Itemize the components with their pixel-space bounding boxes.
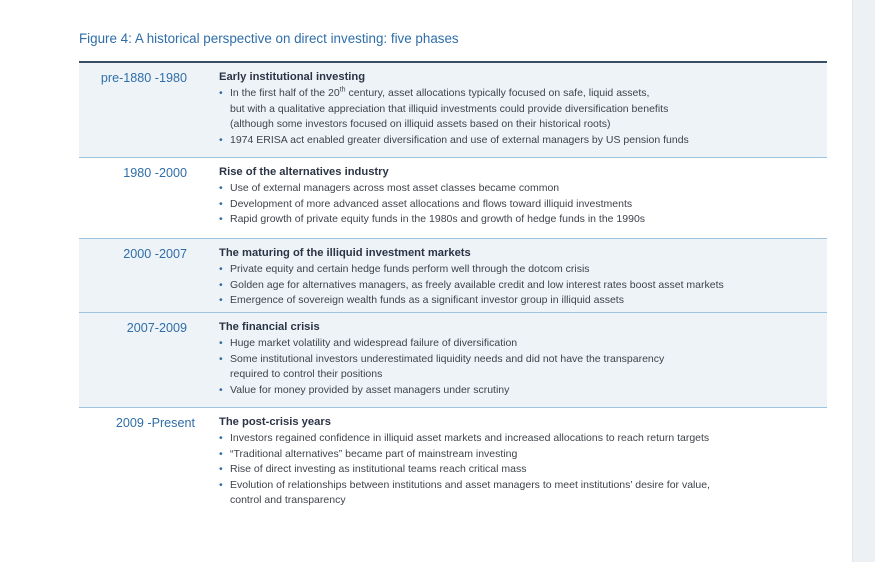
bullet-item xyxy=(219,278,827,294)
phase-period: 1980 -2000 xyxy=(123,166,187,180)
phase-row xyxy=(79,313,827,408)
bullet-dot-icon: • xyxy=(219,278,223,291)
bullet-line: Rise of direct investing as institutional teams reach critical mass xyxy=(230,463,527,476)
bullet-line: but with a qualitative appreciation that illiquid investments could provide diversification benefits xyxy=(230,102,669,115)
bullet-item xyxy=(219,197,827,213)
phase-heading: The post-crisis years xyxy=(219,416,331,428)
phase-bullets xyxy=(219,431,827,509)
bullet-line: (although some investors focused on illiquid assets based on their historical roots) xyxy=(230,118,611,131)
phase-heading: Early institutional investing xyxy=(219,71,366,83)
bullet-dot-icon: • xyxy=(219,478,223,491)
bullet-line: Development of more advanced asset allocations and flows toward illiquid investments xyxy=(230,197,633,210)
bullet-line: Evolution of relationships between institutions and asset managers to meet institutions’ desire for value, xyxy=(230,478,710,491)
bullet-line: Investors regained confidence in illiquid asset markets and increased allocations to reach return targets xyxy=(230,432,710,444)
bullet-dot-icon: • xyxy=(219,294,223,307)
bullet-item xyxy=(219,262,827,278)
bullet-dot-icon: • xyxy=(219,87,223,99)
bullet-dot-icon: • xyxy=(219,447,223,460)
phase-period: pre-1880 -1980 xyxy=(100,71,187,85)
phase-bullets xyxy=(219,86,827,148)
phase-heading: The maturing of the illiquid investment markets xyxy=(219,247,471,259)
phase-content xyxy=(219,239,827,312)
bullet-item xyxy=(219,431,827,447)
bullet-dot-icon: • xyxy=(219,463,223,476)
phase-row xyxy=(79,63,827,158)
phase-bullets xyxy=(219,336,827,398)
phase-bullets xyxy=(219,181,827,228)
bullet-line: Some institutional investors underestimated liquidity needs and did not have the transparency xyxy=(230,352,665,365)
phase-row xyxy=(79,158,827,239)
phase-heading: Rise of the alternatives industry xyxy=(219,166,389,178)
bullet-dot-icon: • xyxy=(219,133,223,146)
phase-heading: The financial crisis xyxy=(219,321,320,333)
bullet-item xyxy=(219,212,827,228)
phase-row xyxy=(79,408,827,518)
bullet-line: Private equity and certain hedge funds perform well through the dotcom crisis xyxy=(230,263,590,275)
bullet-dot-icon: • xyxy=(219,213,223,226)
bullet-line: Huge market volatility and widespread failure of diversification xyxy=(230,337,518,349)
bullet-item xyxy=(219,293,827,309)
phase-row xyxy=(79,239,827,313)
bullet-dot-icon: • xyxy=(219,263,223,275)
bullet-item xyxy=(219,383,827,399)
bullet-item xyxy=(219,352,827,383)
bullet-line: 1974 ERISA act enabled greater diversification and use of external managers by US pension funds xyxy=(230,133,689,146)
right-sidebar-panel xyxy=(852,0,875,562)
phase-content xyxy=(219,313,827,407)
phase-period: 2000 -2007 xyxy=(123,247,187,261)
figure-title: Figure 4: A historical perspective on direct investing: five phases xyxy=(79,31,459,46)
bullet-item xyxy=(219,133,827,149)
bullet-line: In the first half of the 20th century, asset allocations typically focused on safe, liquid assets, xyxy=(230,86,650,99)
bullet-line: Use of external managers across most asset classes became common xyxy=(230,182,560,194)
bullet-dot-icon: • xyxy=(219,337,223,349)
bullet-line: control and transparency xyxy=(230,494,346,507)
bullet-dot-icon: • xyxy=(219,383,223,396)
bullet-line: Emergence of sovereign wealth funds as a significant investor group in illiquid assets xyxy=(230,294,624,307)
phase-period: 2009 -Present xyxy=(115,416,195,430)
phase-content xyxy=(219,158,827,238)
bullet-item xyxy=(219,462,827,478)
bullet-dot-icon: • xyxy=(219,197,223,210)
bullet-dot-icon: • xyxy=(219,182,223,194)
phase-content xyxy=(219,63,827,157)
bullet-line: required to control their positions xyxy=(230,368,383,381)
bullet-line: “Traditional alternatives” became part of mainstream investing xyxy=(230,447,518,460)
bullet-item xyxy=(219,86,827,133)
phase-period: 2007-2009 xyxy=(126,321,187,335)
bullet-item xyxy=(219,478,827,509)
bullet-dot-icon: • xyxy=(219,352,223,365)
phases-table xyxy=(79,61,827,518)
phase-content xyxy=(219,408,827,518)
bullet-line: Rapid growth of private equity funds in the 1980s and growth of hedge funds in the 1990s xyxy=(230,213,646,226)
phase-bullets xyxy=(219,262,827,309)
bullet-item xyxy=(219,447,827,463)
bullet-dot-icon: • xyxy=(219,432,223,444)
bullet-line: Value for money provided by asset managers under scrutiny xyxy=(230,383,510,396)
bullet-item xyxy=(219,336,827,352)
bullet-item xyxy=(219,181,827,197)
bullet-line: Golden age for alternatives managers, as freely available credit and low interest rates boost asset markets xyxy=(230,278,724,291)
